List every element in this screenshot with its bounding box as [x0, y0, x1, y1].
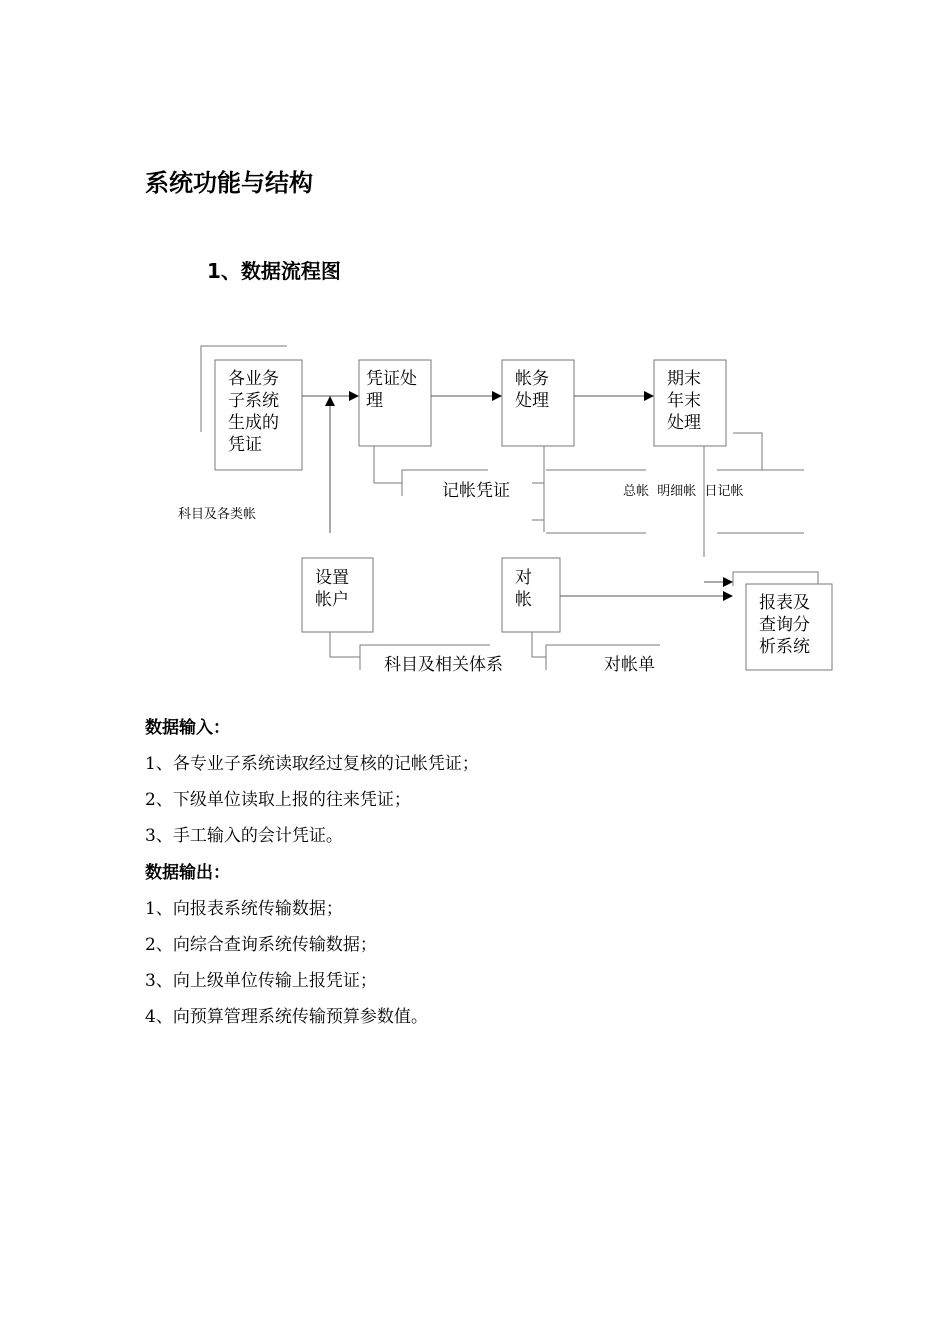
label-posted-vouchers: 记帐凭证: [442, 481, 510, 501]
output-item: 2、向综合查询系统传输数据；: [145, 935, 377, 955]
label-statement: 对帐单: [604, 655, 655, 675]
output-item: 4、向预算管理系统传输预算参数值。: [145, 1007, 428, 1027]
label-subjects-all: 科目及各类帐: [178, 507, 257, 522]
arrowhead: [349, 391, 359, 401]
arrowhead: [644, 391, 654, 401]
voucher-box-text: 凭证处 理: [366, 369, 417, 411]
input-heading: 数据输入：: [145, 718, 230, 738]
label-ledgers: 总帐 明细帐 日记帐: [623, 484, 744, 499]
reconcile-box-text: 对 帐: [515, 568, 532, 610]
page-title: 系统功能与结构: [145, 169, 313, 197]
input-item: 2、下级单位读取上报的往来凭证；: [145, 790, 411, 810]
subjects-system-link: [330, 632, 360, 657]
output-heading: 数据输出：: [145, 863, 230, 883]
arrowhead: [723, 577, 733, 587]
source-box-text: 各业务 子系统 生成的 凭证: [228, 369, 279, 455]
output-item: 1、向报表系统传输数据；: [145, 899, 343, 919]
input-item: 3、手工输入的会计凭证。: [145, 826, 343, 846]
arrowhead: [492, 391, 502, 401]
report-box-text: 报表及 查询分 析系统: [759, 593, 810, 657]
arrowhead: [325, 396, 335, 406]
section-title: 1、数据流程图: [207, 259, 341, 283]
accounts-box-text: 帐务 处理: [515, 369, 549, 411]
output-item: 3、向上级单位传输上报凭证；: [145, 971, 377, 991]
statement-link: [532, 632, 546, 657]
period-store: [733, 433, 804, 470]
setup-box-text: 设置 帐户: [315, 568, 349, 610]
period-box-text: 期末 年末 处理: [667, 369, 701, 433]
label-subjects-system: 科目及相关体系: [384, 655, 503, 675]
arrowhead: [723, 591, 733, 601]
input-item: 1、各专业子系统读取经过复核的记帐凭证；: [145, 754, 479, 774]
posted-vouchers-link: [374, 446, 402, 483]
